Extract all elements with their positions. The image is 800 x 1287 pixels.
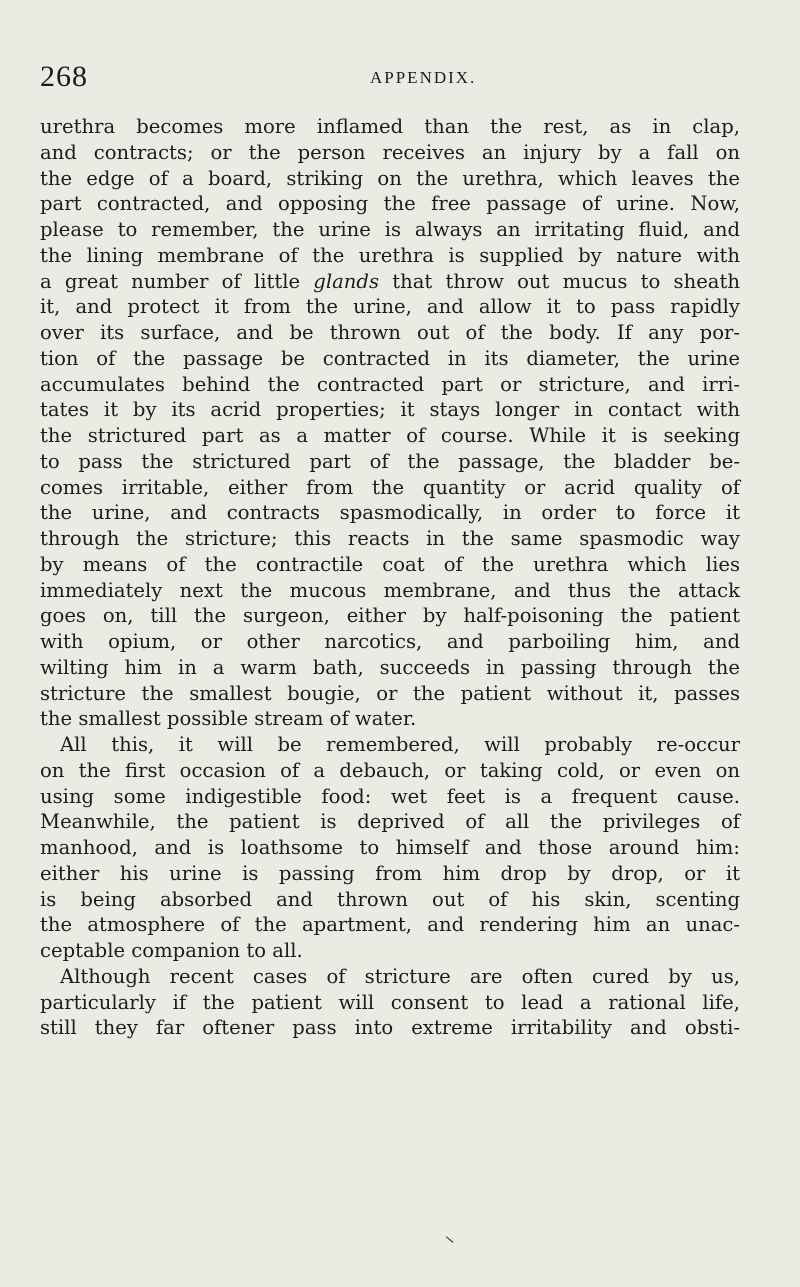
italic-word: glands	[313, 269, 380, 293]
text-line: Meanwhile, the patient is deprived of all the privileges of	[40, 810, 740, 834]
text-line: a great number of little glands that throw out mucus to sheath	[40, 269, 740, 293]
text-line: Although recent cases of stricture are often cured by us,	[60, 964, 740, 988]
text-line: is being absorbed and thrown out of his skin, scenting	[40, 887, 740, 911]
text-line: tates it by its acrid properties; it stays longer in contact with	[40, 398, 740, 422]
text-line: comes irritable, either from the quantity or acrid quality of	[40, 475, 740, 499]
running-head: APPENDIX.	[370, 68, 477, 87]
text-line: and contracts; or the person receives an injury by a fall on	[40, 140, 740, 164]
text-line: ceptable companion to all.	[40, 939, 303, 962]
text-line: by means of the contractile coat of the urethra which lies	[40, 552, 740, 576]
ink-mark	[446, 1236, 454, 1243]
text-line: All this, it will be remembered, will probably re-occur	[60, 733, 740, 756]
text-line: the atmosphere of the apartment, and rendering him an unac-	[40, 913, 740, 937]
text-line: over its surface, and be thrown out of the body. If any por-	[40, 321, 740, 344]
text-line: particularly if the patient will consent to lead a rational life,	[40, 990, 740, 1014]
body-text	[40, 114, 740, 1041]
text-line: the smallest possible stream of water.	[40, 707, 417, 731]
paragraph	[40, 114, 740, 732]
text-line: the strictured part as a matter of course. While it is seeking	[40, 424, 740, 447]
text-line: the lining membrane of the urethra is supplied by nature with	[40, 243, 740, 267]
text-line: through the stricture; this reacts in the same spasmodic way	[40, 527, 740, 550]
text-line: tion of the passage be contracted in its diameter, the urine	[40, 346, 740, 370]
paragraph	[40, 732, 740, 964]
text-line: accumulates behind the contracted part or stricture, and irri-	[40, 372, 740, 396]
paragraph	[40, 964, 740, 1041]
text-line: to pass the strictured part of the passage, the bladder be-	[40, 449, 740, 473]
text-line: immediately next the mucous membrane, and thus the attack	[40, 578, 740, 602]
page-number: 268	[40, 60, 88, 93]
text-line: stricture the smallest bougie, or the patient without it, passes	[40, 681, 740, 705]
text-line: it, and protect it from the urine, and allow it to pass rapidly	[40, 295, 740, 319]
text-line: either his urine is passing from him drop by drop, or it	[40, 861, 740, 885]
text-line: the edge of a board, striking on the urethra, which leaves the	[40, 166, 740, 190]
page-header	[40, 60, 740, 100]
text-line: wilting him in a warm bath, succeeds in passing through the	[40, 655, 740, 679]
text-line: part contracted, and opposing the free passage of urine. Now,	[40, 192, 740, 216]
text-line: urethra becomes more inflamed than the rest, as in clap,	[40, 115, 740, 138]
text-line: the urine, and contracts spasmodically, in order to force it	[40, 501, 740, 525]
text-line: on the first occasion of a debauch, or taking cold, or even on	[40, 758, 740, 782]
text-line: still they far oftener pass into extreme irritability and obsti-	[40, 1016, 740, 1040]
text-line: please to remember, the urine is always an irritating fluid, and	[40, 218, 740, 241]
text-line: using some indigestible food: wet feet is a frequent cause.	[40, 784, 740, 808]
text-line: goes on, till the surgeon, either by half-poisoning the patient	[40, 604, 740, 628]
text-line: with opium, or other narcotics, and parboiling him, and	[40, 630, 740, 653]
text-line: manhood, and is loathsome to himself and those around him:	[40, 836, 740, 859]
